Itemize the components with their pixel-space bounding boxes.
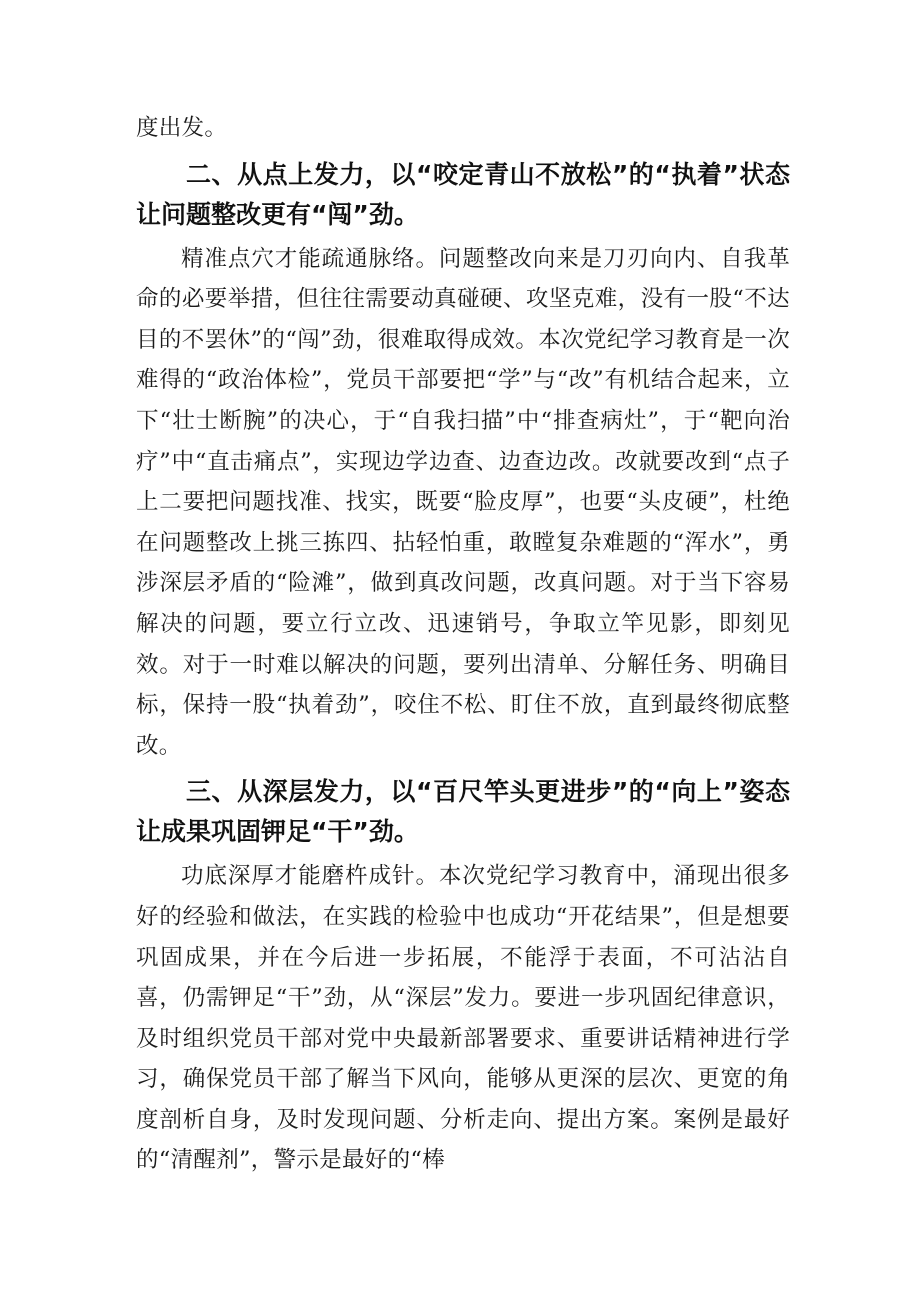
section-paragraph-2: 精准点穴才能疏通脉络。问题整改向来是刀刃向内、自我革命的必要举措，但往往需要动真碰硬、攻坚克难，没有一股“不达目的不罢休”的“闯”劲，很难取得成效。本次党纪学习教育是一次难得的“政治体检”，党员干部要把“学”与“改”有机结合起来，立下“壮士断腕”的决心，于“自我扫描”中“排查病灶”，于“靶向治疗”中“直击痛点”，实现边学边查、边查边改。改就要改到“点子上二要把问题找准、找实，既要“脸皮厚”，也要“头皮硬”，杜绝在问题整改上挑三拣四、拈轻怕重，敢瞠复杂难题的“浑水”，勇涉深层矛盾的“险滩”，做到真改问题，改真问题。对于当下容易解决的问题，要立行立改、迅速销号，争取立竿见影，即刻见效。对于一时难以解决的问题，要列出清单、分解任务、明确目标，保持一股“执着劲”，咬住不松、盯住不放，直到最终彻底整改。 (136, 245, 790, 759)
section-paragraph-3: 功底深厚才能磨杵成针。本次党纪学习教育中，涌现出很多好的经验和做法，在实践的检验中也成功“开花结果”，但是想要巩固成果，并在今后进一步拓展，不能浮于表面，不可沾沾自喜，仍需钾足“干”劲，从“深层”发力。要进一步巩固纪律意识，及时组织党员干部对党中央最新部署要求、重要讲话精神进行学习，确保党员干部了解当下风向，能够从更深的层次、更宽的角度剖析自身，及时发现问题、分析走向、提出方案。案例是最好的“清醒剂”，警示是最好的“棒 (136, 863, 790, 1174)
section-heading-3: 三、从深层发力，以“百尺竿头更进步”的“向上”姿态让成果巩固钾足“干”劲。 (136, 777, 790, 847)
section-heading-2: 二、从点上发力，以“咬定青山不放松”的“执着”状态让问题整改更有“闯”劲。 (136, 159, 790, 229)
opening-fragment: 度出发。 (136, 115, 228, 141)
